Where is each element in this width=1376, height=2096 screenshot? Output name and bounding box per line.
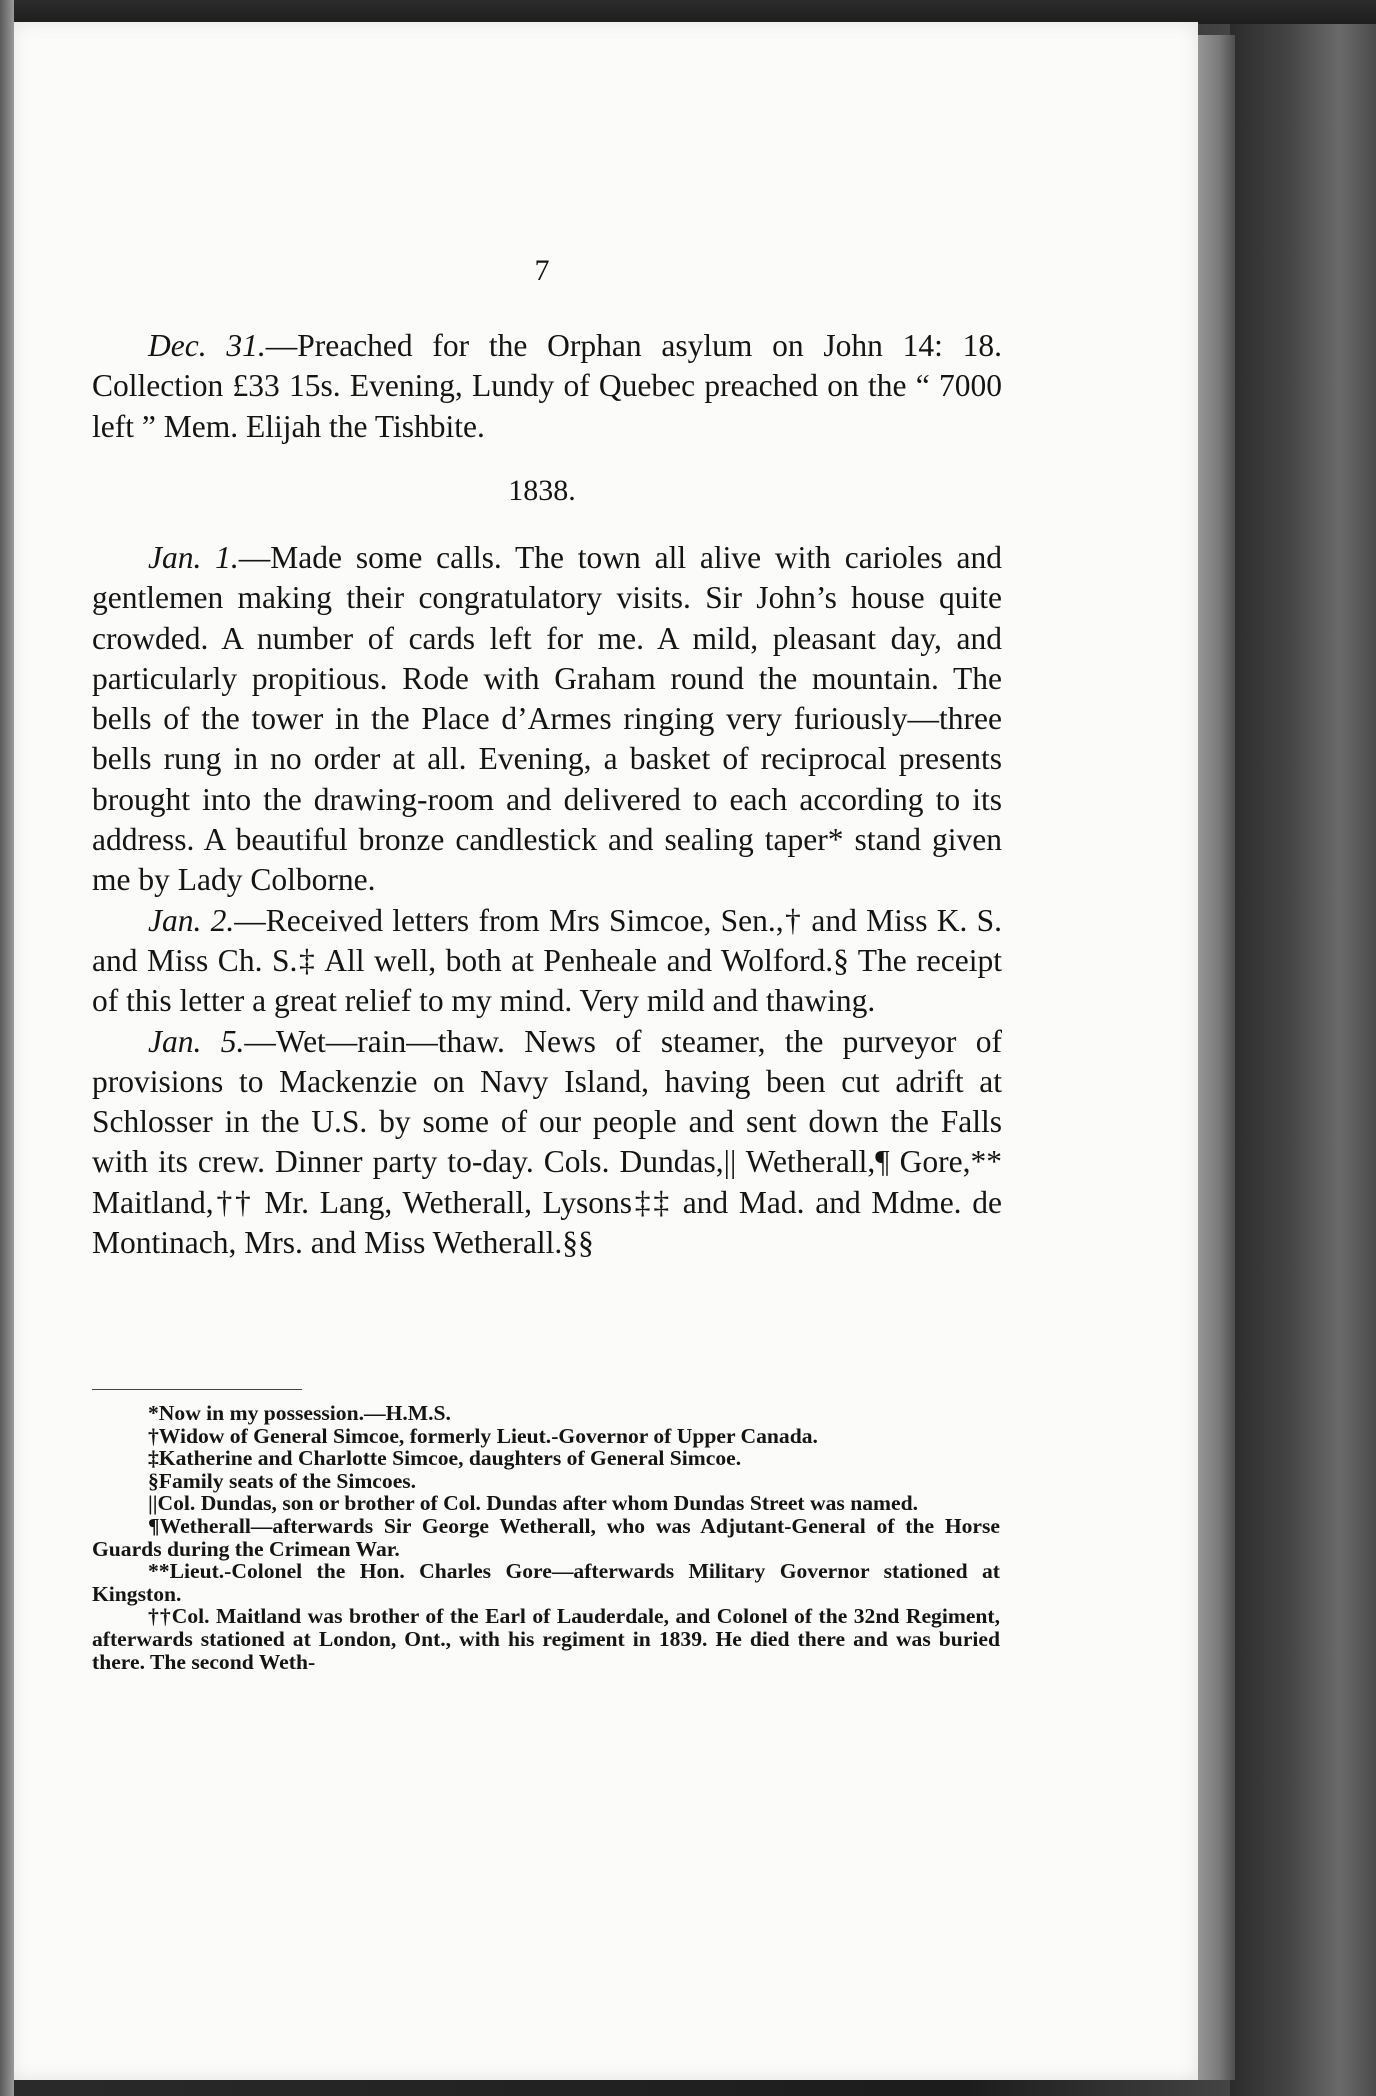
entry-text: —Preached for the Orphan asylum on John 14: 18. Collection £33 15s. Evening, Lundy of Quebec preached on the “ 7000 left ” Mem. Elijah the Tishbite. — [92, 328, 1002, 444]
footnote: ||Col. Dundas, son or brother of Col. Dundas after whom Dundas Street was named. — [148, 1491, 918, 1516]
page-spine-edge — [0, 0, 14, 2096]
book-page — [12, 22, 1198, 2080]
entry-dec-31 — [92, 326, 1002, 447]
footnote: §Family seats of the Simcoes. — [148, 1468, 417, 1493]
entry-date: Dec. 31. — [148, 328, 266, 363]
footnote: *Now in my possession.—H.M.S. — [148, 1401, 451, 1425]
entry-date: Jan. 1. — [148, 540, 239, 575]
underlying-page-edge — [1195, 35, 1235, 2080]
footnote: ¶Wetherall—afterwards Sir George Wetherall, who was Adjutant-General of the Horse Guards during the Crimean War. — [92, 1513, 1000, 1561]
scan-top-edge — [0, 0, 1376, 24]
entry-jan-1 — [92, 538, 1002, 901]
footnotes — [92, 1402, 1000, 1673]
footnote: ††Col. Maitland was brother of the Earl of Lauderdale, and Colonel of the 32nd Regiment, afterwards stationed at London, Ont., with his regiment in 1839. He died there and was buried there. The second Weth- — [92, 1604, 1000, 1674]
footnote: **Lieut.-Colonel the Hon. Charles Gore—afterwards Military Governor stationed at Kingston. — [92, 1559, 1000, 1606]
entry-date: Jan. 5. — [148, 1023, 245, 1059]
book-cover-edge — [1230, 0, 1376, 2096]
entry-text: —Wet—rain—thaw. News of steamer, the purveyor of provisions to Mackenzie on Navy Island, having been cut adrift at Schlosser in the U.S. by some of our people and sent down the Falls with its crew. Dinner party to-day. Cols. Dundas,|| Wetherall,¶ Gore,** Maitland,†† Mr. Lang, Wetherall, Lysons‡‡ and Mad. and Mdme. de Montinach, Mrs. and Miss Wetherall.§§ — [92, 1023, 1002, 1261]
page-number: 7 — [534, 254, 550, 287]
entry-jan-2 — [92, 901, 1002, 1022]
entry-jan-5 — [92, 1022, 1002, 1264]
footnote: ‡Katherine and Charlotte Simcoe, daughters of General Simcoe. — [148, 1446, 742, 1471]
footnote: †Widow of General Simcoe, formerly Lieut.-Governor of Upper Canada. — [148, 1423, 818, 1448]
footnote-rule — [92, 1389, 302, 1390]
year-heading: 1838. — [508, 474, 576, 507]
entry-text: —Made some calls. The town all alive with carioles and gentlemen making their congratulatory visits. Sir John’s house quite crowded. A number of cards left for me. A mild, pleasant day, and particularly propitious. Rode with Graham round the mountain. The bells of the tower in the Place d’Armes ringing very furiously—three bells rung in no order at all. Evening, a basket of reciprocal presents brought into the drawing-room and delivered to each according to its address. A beautiful bronze candlestick and sealing taper* stand given me by Lady Colborne. — [92, 540, 1002, 898]
entries-1838 — [92, 538, 1002, 1263]
entry-date: Jan. 2. — [148, 902, 235, 938]
entry-text: —Received letters from Mrs Simcoe, Sen.,† and Miss K. S. and Miss Ch. S.‡ All well, both at Penheale and Wolford.§ The receipt of this letter a great relief to my mind. Very mild and thawing. — [92, 902, 1003, 1019]
